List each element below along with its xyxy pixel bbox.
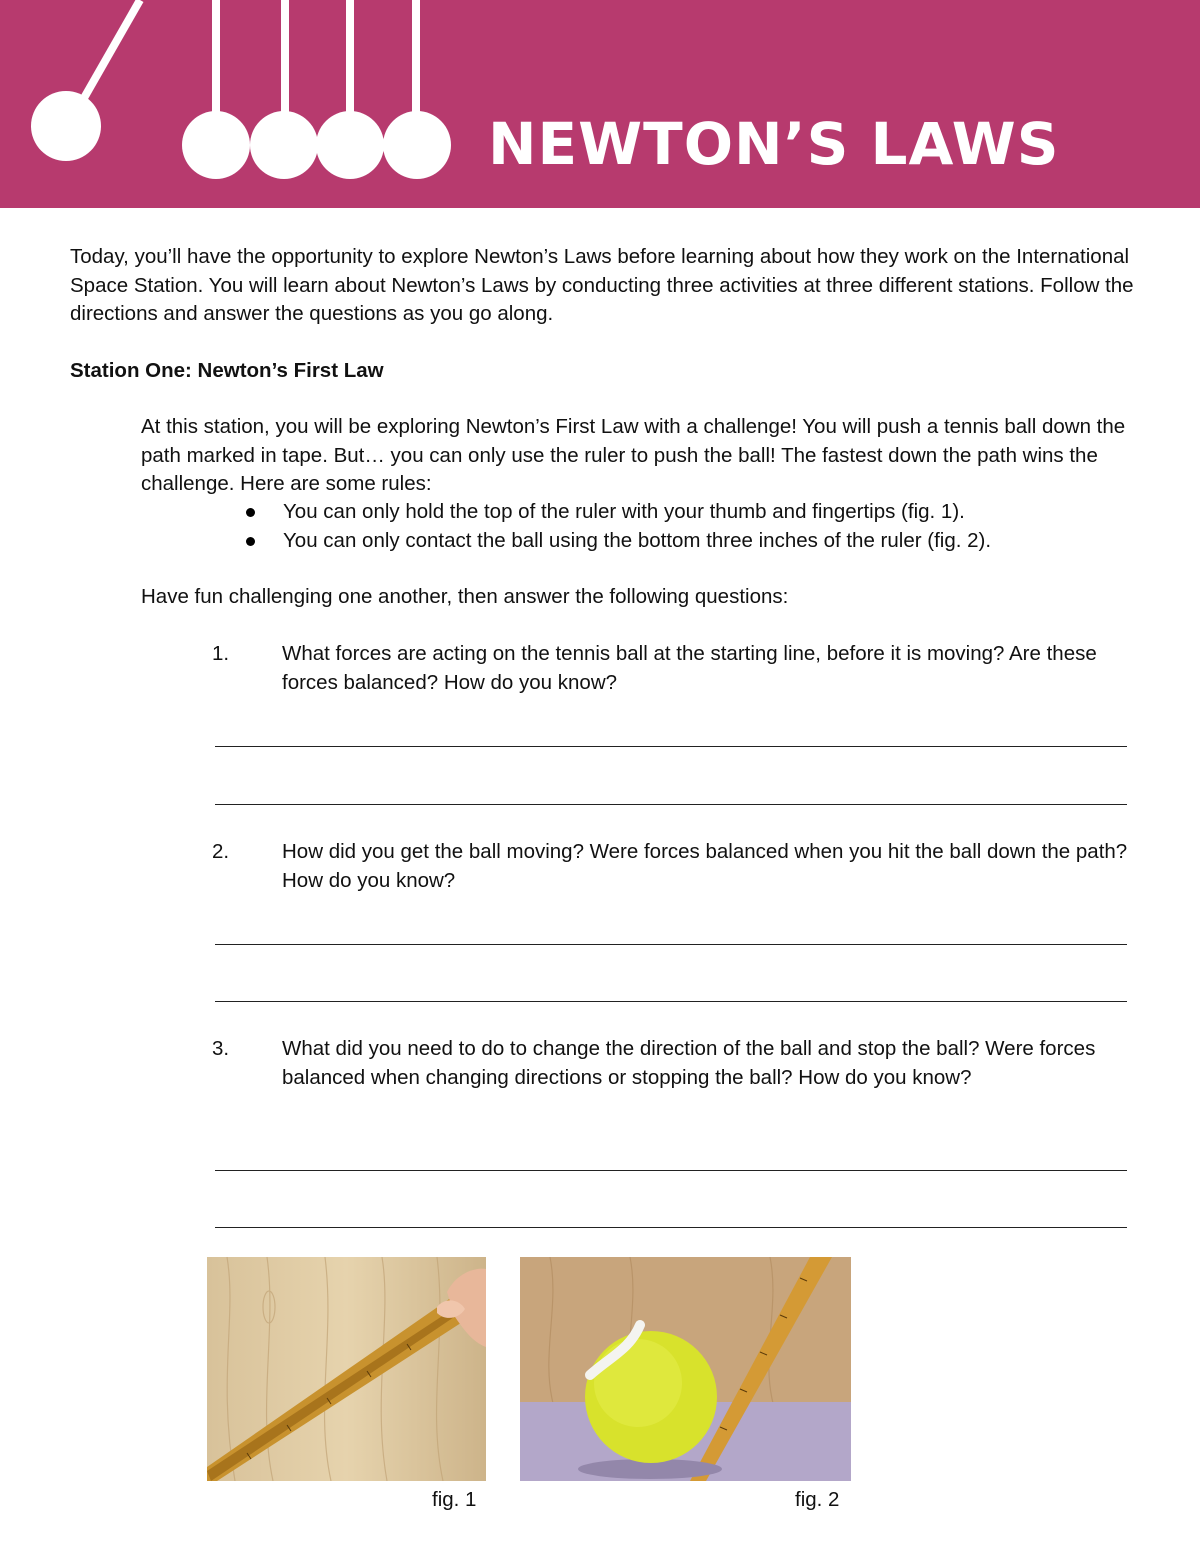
question-number: 3. xyxy=(212,1037,230,1060)
figure-1-caption: fig. 1 xyxy=(432,1488,477,1511)
bullet-icon xyxy=(246,508,255,517)
figure-1-photo xyxy=(207,1257,486,1481)
questions-prompt: Have fun challenging one another, then answer the following questions: xyxy=(141,585,789,608)
answer-line[interactable] xyxy=(215,804,1127,805)
question-text: What did you need to do to change the direction of the ball and stop the ball? Were forces balanced when changing directions or stopping the ball? How do you know? xyxy=(282,1037,1096,1089)
rules-list xyxy=(242,498,991,555)
header-banner xyxy=(0,0,1200,208)
question-text: What forces are acting on the tennis ball at the starting line, before it is moving? Are these forces balanced? How do you know? xyxy=(282,642,1097,694)
intro-paragraph: Today, you’ll have the opportunity to explore Newton’s Laws before learning about how they work on the International Space Station. You will learn about Newton’s Laws by conducting three activities at three different stations. Follow the directions and answer the questions as you go along. xyxy=(70,245,1134,325)
question-number: 2. xyxy=(212,840,230,863)
answer-line[interactable] xyxy=(215,746,1127,747)
rule-text: You can only contact the ball using the bottom three inches of the ruler (fig. 2). xyxy=(283,528,992,552)
station-description: At this station, you will be exploring Newton’s First Law with a challenge! You will push a tennis ball down the path marked in tape. But… you can only use the ruler to push the ball! The fastest down the path wins the challenge. Here are some rules: xyxy=(141,415,1126,495)
answer-line[interactable] xyxy=(215,1227,1127,1228)
page-title: NEWTON’S LAWS xyxy=(488,110,1060,178)
question-text: How did you get the ball moving? Were forces balanced when you hit the ball down the path? How do you know? xyxy=(282,840,1128,892)
tennis-ball-ruler-photo xyxy=(520,1257,851,1481)
list-item xyxy=(242,498,991,527)
station-heading: Station One: Newton’s First Law xyxy=(70,359,384,382)
figure-2-photo xyxy=(520,1257,851,1481)
answer-line[interactable] xyxy=(215,1001,1127,1002)
list-item xyxy=(242,527,991,556)
answer-line[interactable] xyxy=(215,1170,1127,1171)
rule-text: You can only hold the top of the ruler with your thumb and fingertips (fig. 1). xyxy=(283,500,965,523)
question-number: 1. xyxy=(212,642,230,665)
figure-2-caption: fig. 2 xyxy=(795,1488,840,1511)
ruler-held-photo xyxy=(207,1257,486,1481)
answer-line[interactable] xyxy=(215,944,1127,945)
bullet-icon xyxy=(246,537,255,546)
